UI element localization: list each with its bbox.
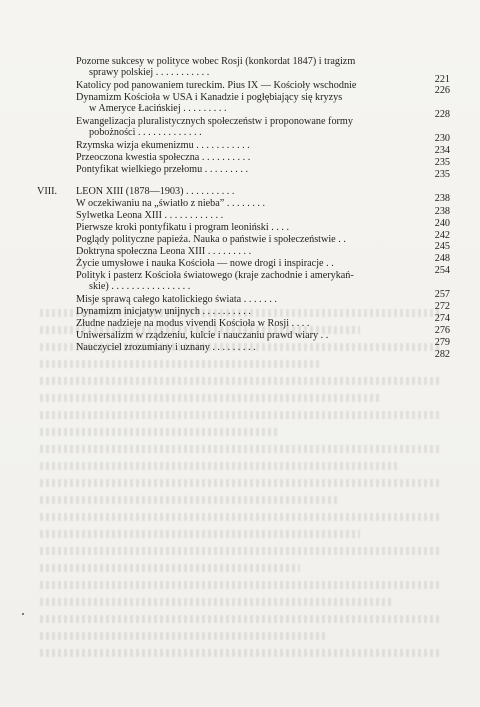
toc-entry-page: 254 — [434, 265, 450, 276]
toc-entry-title-line: Dynamizm inicjatyw unijnych . . . . . . . . . . — [76, 306, 251, 317]
toc-entry-title-line: w Ameryce Łacińskiej . . . . . . . . . — [89, 103, 227, 114]
toc-entry-page: 248 — [434, 253, 450, 264]
chapter-page: 238 — [434, 193, 450, 204]
toc-entry-title-line: Misje sprawą całego katolickiego świata . . . . . . . — [76, 294, 277, 305]
toc-entry-page: 245 — [434, 241, 450, 252]
toc-entry-page: 228 — [434, 109, 450, 120]
toc-entry-title-line: Ewangelizacja pluralistycznych społeczeństw i proponowane formy — [76, 116, 353, 127]
toc-entry-page: 276 — [434, 325, 450, 336]
toc-entry-page: 257 — [434, 289, 450, 300]
toc-entry-title-line: Rzymska wizja ekumenizmu . . . . . . . . . . . — [76, 140, 250, 151]
toc-entry-title-line: W oczekiwaniu na „światło z nieba” . . . . . . . . — [76, 198, 266, 209]
toc-entry-page: 235 — [434, 157, 450, 168]
toc-entry-page: 274 — [434, 313, 450, 324]
toc-entry-title-line: Nauczyciel zrozumiany i uznany . . . . . . . . . — [76, 342, 256, 353]
chapter-number: VIII. — [37, 186, 58, 197]
toc-entry-page: 235 — [434, 169, 450, 180]
ink-speck — [22, 613, 24, 615]
toc-entry-page: 226 — [434, 85, 450, 96]
toc-entry-title-line: Przeoczona kwestia społeczna . . . . . . . . . . — [76, 152, 251, 163]
toc-entry-title-line: sprawy polskiej . . . . . . . . . . . — [89, 67, 210, 78]
toc-entry-page: 221 — [434, 74, 450, 85]
toc-entry-title-line: Złudne nadzieje na modus vivendi Kościoła w Rosji . . . . — [76, 318, 310, 329]
toc-entry-title-line: Pozorne sukcesy w polityce wobec Rosji (konkordat 1847) i tragizm — [76, 56, 356, 67]
toc-entry-title-line: Poglądy polityczne papieża. Nauka o państwie i społeczeństwie . . — [76, 234, 346, 245]
toc-entry-title-line: Doktryna społeczna Leona XIII . . . . . . . . . — [76, 246, 252, 257]
toc-entry-title-line: Życie umysłowe i nauka Kościoła — nowe drogi i inspiracje . . — [76, 258, 334, 269]
toc-entry-title-line: Polityk i pasterz Kościoła światowego (kraje zachodnie i amerykań- — [76, 270, 354, 281]
toc-entry-page: 230 — [434, 133, 450, 144]
toc-entry-title-line: pobożności . . . . . . . . . . . . . — [89, 127, 202, 138]
toc-entry-title-line: Dynamizm Kościoła w USA i Kanadzie i pogłębiający się kryzys — [76, 92, 343, 103]
toc-entry-title-line: Sylwetka Leona XIII . . . . . . . . . . . . — [76, 210, 224, 221]
chapter-title: LEON XIII (1878—1903) . . . . . . . . . . — [76, 186, 235, 197]
toc-entry-title-line: Pierwsze kroki pontyfikatu i program leoniński . . . . — [76, 222, 290, 233]
toc-entry-title-line: skie) . . . . . . . . . . . . . . . . — [89, 281, 191, 292]
toc-entry-page: 240 — [434, 218, 450, 229]
toc-entry-title-line: Uniwersalizm w rządzeniu, kulcie i nauczaniu prawd wiary . . — [76, 330, 329, 341]
toc-entry-page: 279 — [434, 337, 450, 348]
toc-entry-title-line: Katolicy pod panowaniem tureckim. Pius IX — Kościoły wschodnie — [76, 80, 357, 91]
toc-entry-page: 272 — [434, 301, 450, 312]
toc-entry-page: 234 — [434, 145, 450, 156]
toc-entry-page: 242 — [434, 230, 450, 241]
toc-entry-title-line: Pontyfikat wielkiego przełomu . . . . . . . . . — [76, 164, 249, 175]
toc-entry-page: 238 — [434, 206, 450, 217]
toc-entry-page: 282 — [434, 349, 450, 360]
